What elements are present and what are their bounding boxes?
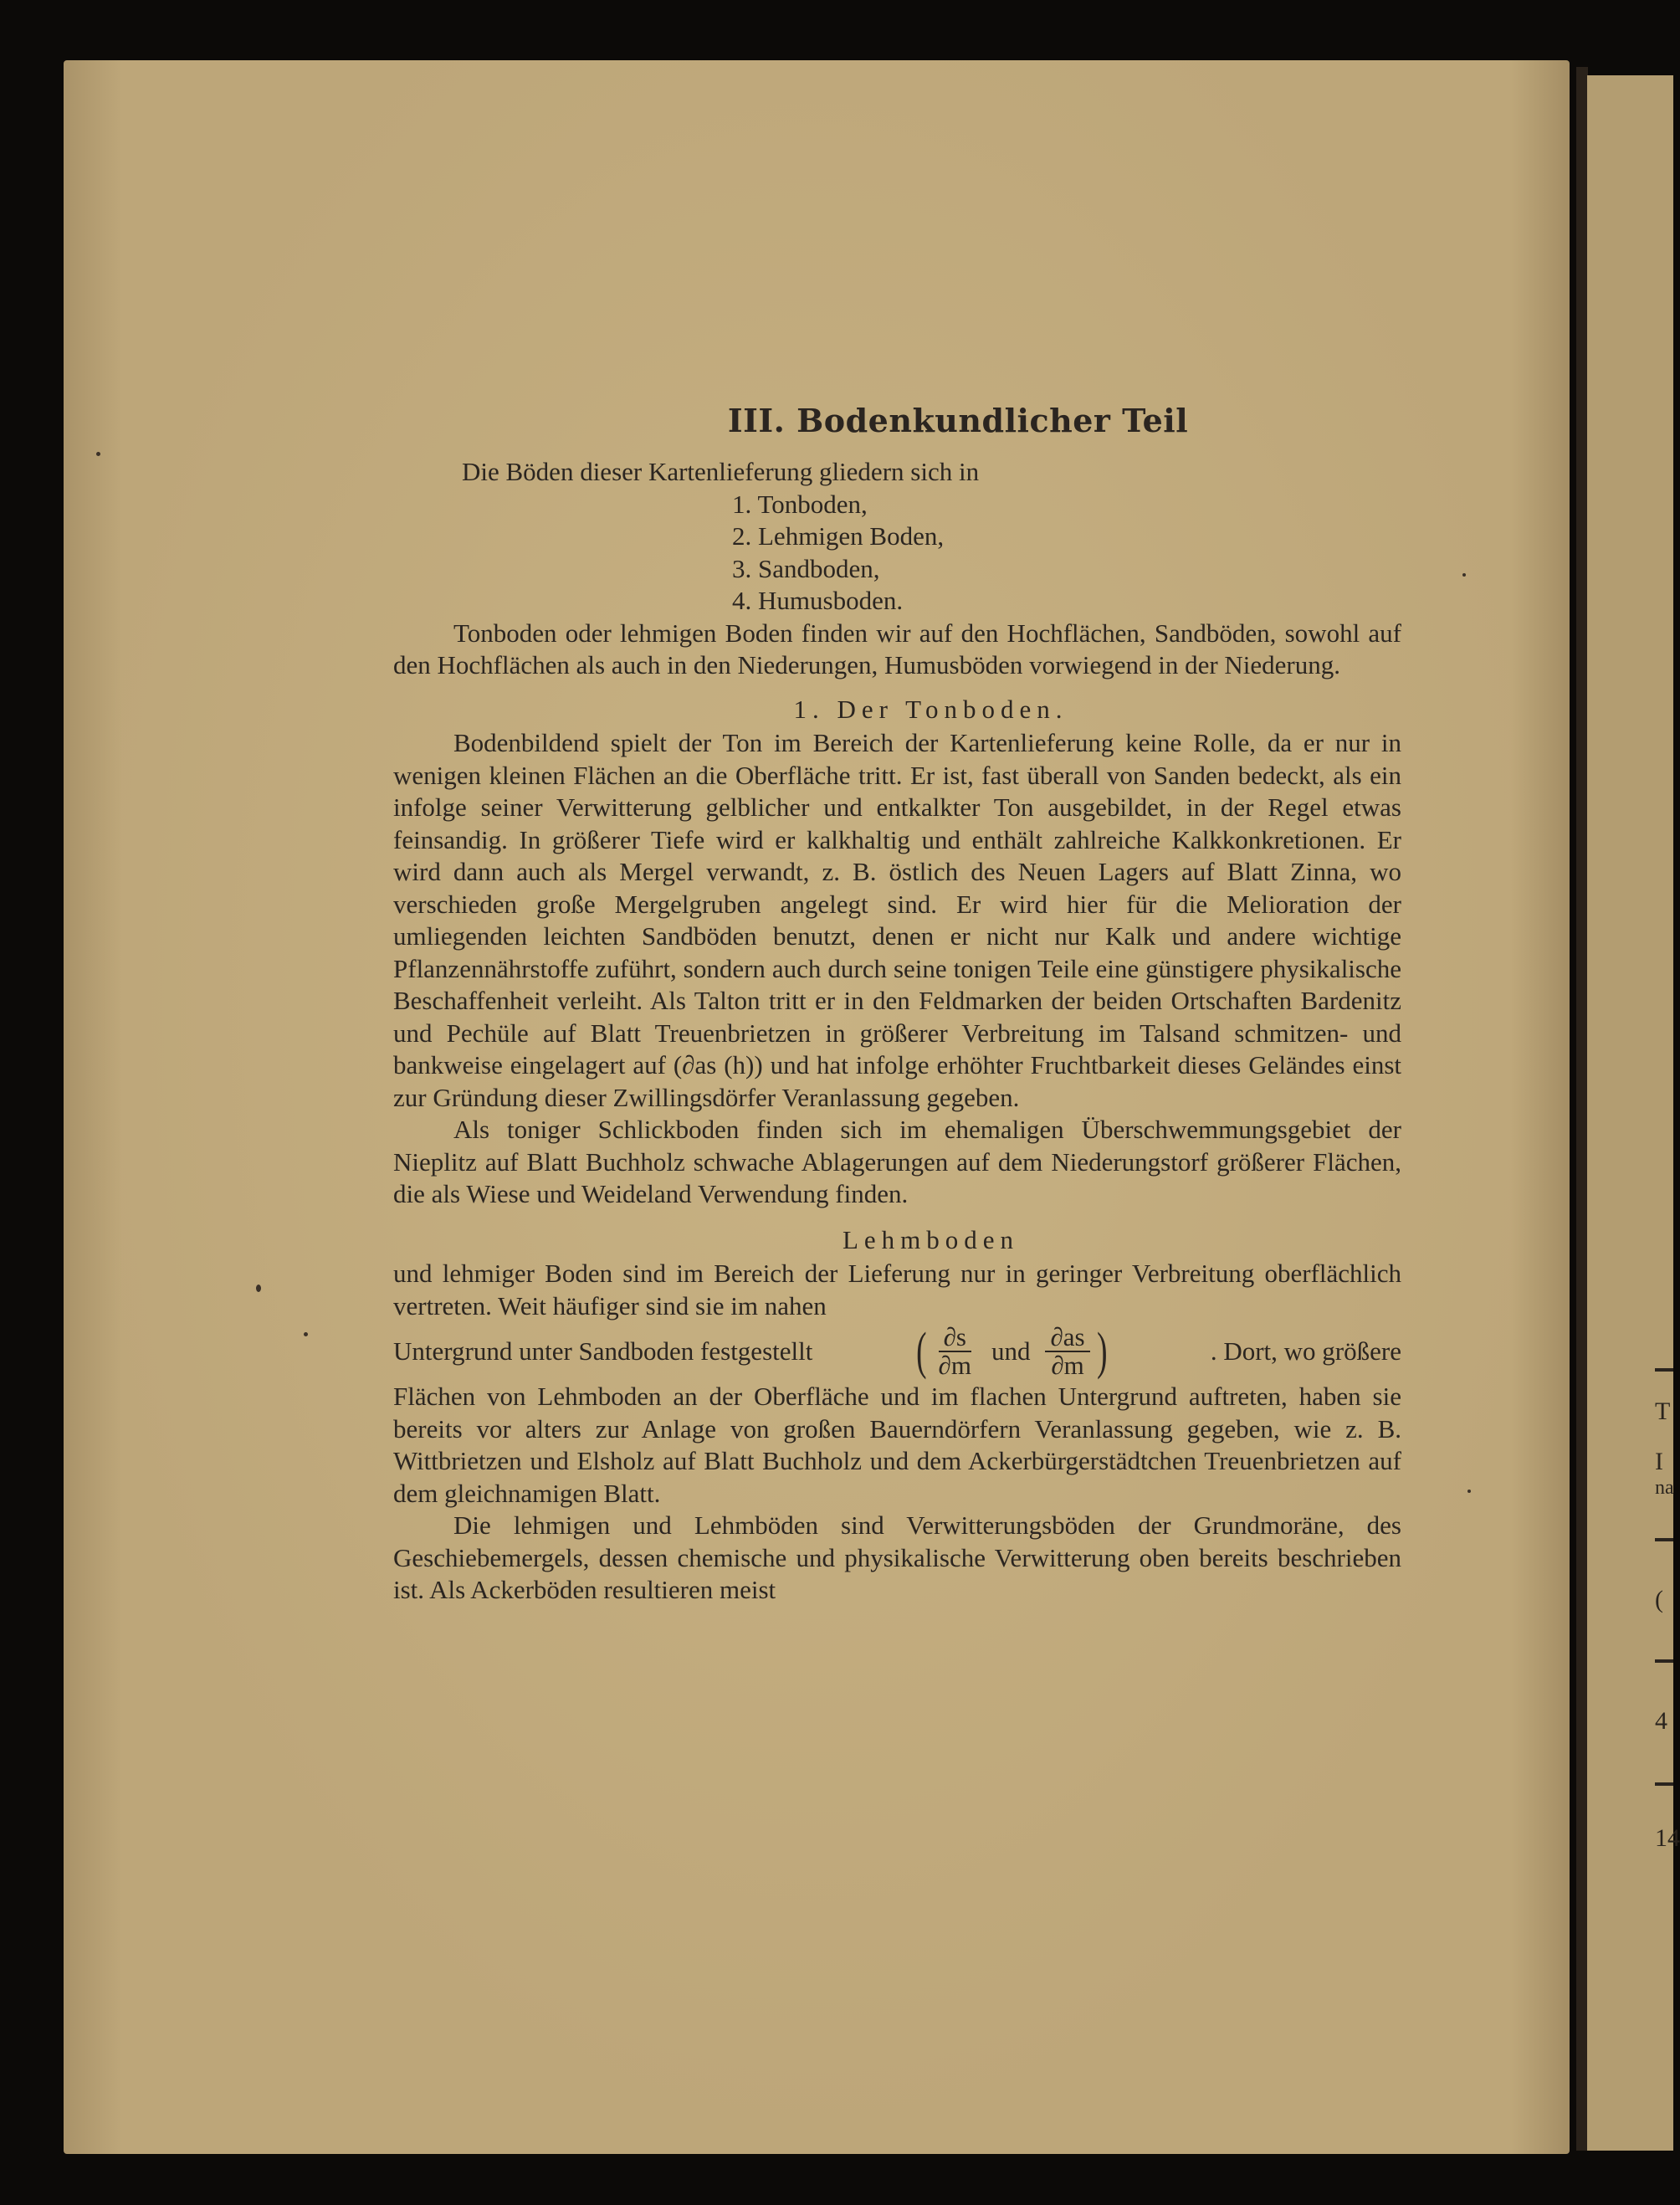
edge-fragment: 14 bbox=[1655, 1824, 1680, 1852]
lehmboden-paragraph-2: Die lehmigen und Lehmböden sind Verwitterungsböden der Grundmoräne, des Geschiebemergels, dessen chemische und physikalische Verwitterung oben bereits beschrieben ist. Als Ackerböden resultieren meist bbox=[393, 1510, 1401, 1604]
fraction-numerator: ∂s bbox=[939, 1324, 971, 1352]
edge-fragment: I bbox=[1655, 1448, 1663, 1475]
fraction-denominator: ∂m bbox=[938, 1351, 971, 1380]
fraction bbox=[1045, 1324, 1089, 1379]
list-item: 4. Humusboden. bbox=[732, 586, 904, 615]
lehmboden-paragraph-start: und lehmiger Boden sind im Bereich der Lieferung nur in geringer Verbreitung oberflächlich vertreten. Weit häufiger sind sie im nahen bbox=[393, 1259, 1401, 1320]
fraction bbox=[934, 1324, 976, 1379]
formula-suffix: . Dort, wo größere bbox=[1210, 1336, 1401, 1366]
edge-rule bbox=[1655, 1659, 1673, 1663]
edge-fragment: na bbox=[1655, 1477, 1674, 1499]
page-content bbox=[393, 397, 1401, 1607]
tonboden-paragraph-2: Als toniger Schlickboden finden sich im ehemaligen Überschwemmungsgebiet der Nieplitz auf Blatt Buchholz schwache Ablagerungen auf dem Niederungstorf größerer Flächen, die als Wiese und Weideland Verwendung finden. bbox=[393, 1115, 1401, 1208]
edge-rule bbox=[1655, 1782, 1673, 1786]
fraction-numerator: ∂as bbox=[1045, 1324, 1089, 1352]
book-gutter bbox=[1576, 67, 1588, 2151]
intro-line: Die Böden dieser Kartenlieferung gliedern sich in bbox=[462, 457, 980, 486]
formula-conjunction: und bbox=[991, 1336, 1031, 1366]
soil-type-list bbox=[393, 489, 1401, 618]
formula bbox=[913, 1324, 1110, 1379]
edge-rule bbox=[1655, 1538, 1673, 1541]
list-item: 1. Tonboden, bbox=[732, 489, 868, 519]
list-item: 2. Lehmigen Boden, bbox=[732, 521, 945, 551]
open-paren: ( bbox=[916, 1323, 927, 1380]
overview-paragraph: Tonboden oder lehmigen Boden finden wir auf den Hochflächen, Sandböden, sowohl auf den Hochflächen als auch in den Niederungen, Humusböden vorwiegend in der Niederung. bbox=[393, 618, 1401, 679]
section-heading-lehmboden: Lehmboden bbox=[842, 1224, 1020, 1254]
scan-speck bbox=[96, 452, 100, 456]
formula-line bbox=[393, 1322, 1401, 1381]
edge-fragment: 4 bbox=[1655, 1707, 1667, 1735]
tonboden-paragraph-1: Bodenbildend spielt der Ton im Bereich der Kartenlieferung keine Rolle, da er nur in wenigen kleinen Flächen an die Oberfläche tritt. Er ist, fast überall von Sanden bedeckt, als ein infolge seiner Verwitterung gelblicher und entkalkter Ton ausgebildet, in der Regel etwas feinsandig. In größerer Tiefe wird er kalkhaltig und enthält zahlreiche Kalkkonkretionen. Er wird dann auch als Mergel verwandt, z. B. östlich des Neuen Lagers auf Blatt Zinna, wo verschieden große Mergelgruben angelegt sind. Er wird hier für die Melioration der umliegenden leichten Sandböden benutzt, denen er nicht nur Kalk und andere wichtige Pflanzennährstoffe zuführt, sondern auch durch seine tonigen Teile eine günstigere physikalische Beschaffenheit verleiht. Als Talton tritt er in den Feldmarken der beiden Ortschaften Bardenitz und Pechüle auf Blatt Treuenbrietzen in größerer Verbreitung im Talsand schmitzen- und bankweise eingelagert auf (∂as (h)) und hat infolge erhöhter Fruchtbarkeit dieses Geländes einst zur Gründung dieser Zwillingsdörfer Veranlassung gegeben. bbox=[393, 728, 1401, 1112]
fraction-denominator: ∂m bbox=[1051, 1351, 1084, 1380]
formula-prefix: Untergrund unter Sandboden festgestellt bbox=[393, 1336, 813, 1366]
chapter-heading: III. Bodenkundlicher Teil bbox=[727, 402, 1189, 439]
close-paren: ) bbox=[1096, 1323, 1108, 1380]
list-item: 3. Sandboden, bbox=[732, 553, 880, 583]
scan-speck bbox=[256, 1285, 261, 1292]
edge-rule bbox=[1655, 1368, 1673, 1372]
scan-speck bbox=[1462, 573, 1466, 577]
edge-fragment: T bbox=[1655, 1397, 1671, 1425]
scan-speck bbox=[304, 1332, 308, 1336]
lehmboden-paragraph-end: Flächen von Lehmboden an der Oberfläche und im flachen Untergrund auftreten, haben sie bereits vor alters zur Anlage von großen Bauerndörfern Veranlassung gegeben, wie z. B. Wittbrietzen und Elsholz auf Blatt Buchholz und dem Ackerbürgerstädtchen Treuenbrietzen auf dem gleichnamigen Blatt. bbox=[393, 1382, 1401, 1508]
edge-fragment: ( bbox=[1655, 1586, 1663, 1613]
section-heading-tonboden: 1. Der Tonboden. bbox=[793, 694, 1068, 724]
scan-speck bbox=[1467, 1490, 1471, 1493]
